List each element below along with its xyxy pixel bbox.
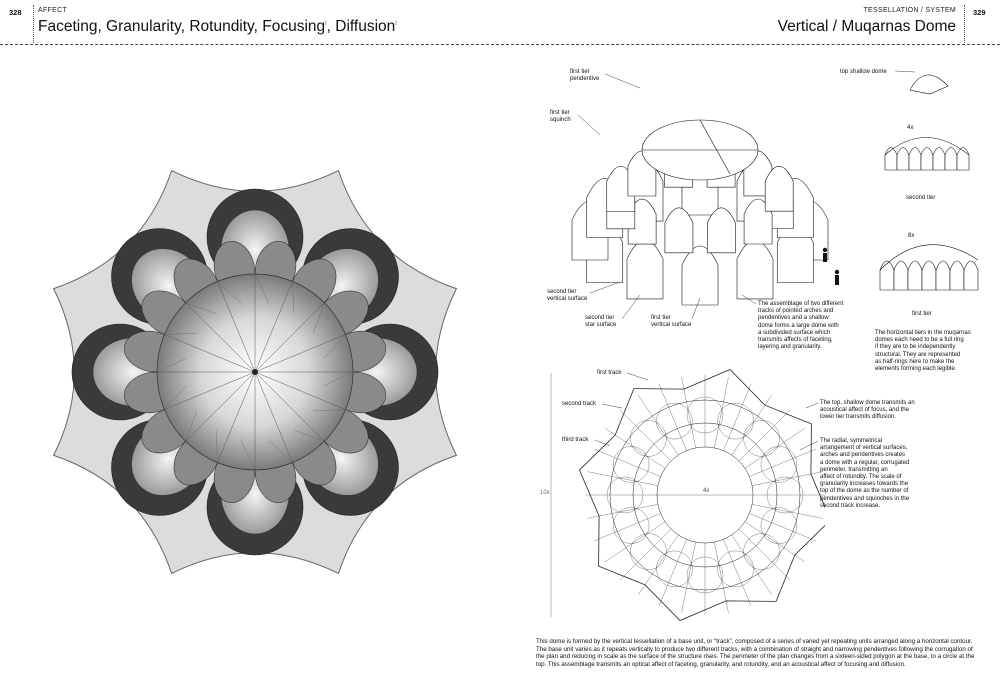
label-first-track: first track	[597, 370, 622, 376]
radial-note: The radial, symmetrical arrangement of vertical surfaces, arches and pendentives creates a dome with a regular, corrugated perimeter, transmitting an affect of rotundity. The scale of granularity increases towards the top of the dome as the number of pendentives and squinches in the second track increase.	[820, 438, 910, 509]
label-second-tier-vertical-surface: second tier vertical surface	[547, 289, 588, 302]
tiers-note: The horizontal tiers in the muqarnas domes each need to be a full ring if they are to be independently structural. They are represented as half-rings here to make the elements forming each legible.	[875, 330, 971, 373]
label-4x-tier: 4x	[907, 125, 914, 131]
label-second-track: second track	[562, 401, 597, 407]
right-kicker: TESSELLATION / SYSTEM	[863, 7, 956, 14]
sound-focus-icon: ⧘	[325, 19, 327, 27]
label-first-tier-pendentive: first tier pendentive	[570, 69, 600, 82]
label-first-tier-vertical-surface: first tier vertical surface	[651, 315, 692, 328]
label-second-tier-star-surface: second tier star surface	[585, 315, 617, 328]
right-page-title: Vertical / Muqarnas Dome	[777, 18, 956, 35]
left-kicker: AFFECT	[38, 7, 68, 14]
label-first-tier-squinch: first tier squinch	[550, 110, 571, 123]
title-end: , Diffusion	[326, 18, 396, 35]
right-page-number: 329	[973, 8, 986, 17]
sound-diffusion-icon: ⧙	[395, 19, 397, 27]
label-10x: 10x	[540, 490, 550, 496]
label-third-track: third track	[562, 437, 589, 443]
top-dome-note: The top, shallow dome transmits an acoustical affect of focus, and the lower tier transmits diffusion.	[820, 400, 915, 421]
body-paragraph: This dome is formed by the vertical tessellation of a base unit, or “track”, composed of a series of varied yet repeating units arranged along a horizontal contour. The base unit varies as it repeats vertically to produce two different tracks, with a combination of straight and narrowing pendentives following the corrugation of the plan and reducing in scale as the surface of the structure rises. The perimeter of the plan changes from a sixteen-sided polygon at the base, to a circle at the top. This assemblage transmits an optical affect of faceting, granularity, and rotundity, and an acoustical affect of focusing and diffusion.	[536, 638, 975, 668]
label-8x-tier: 8x	[908, 233, 915, 239]
label-top-shallow-dome: top shallow dome	[840, 69, 887, 75]
label-first-tier: first tier	[912, 311, 932, 317]
assemblage-note: The assemblage of two different tracks of pointed arches and pendentives and a shallow dome forms a large dome with a subdivided surface which transmits affects of faceting, layering and granularity.	[758, 301, 844, 351]
title-main: Faceting, Granularity, Rotundity, Focusing	[38, 18, 326, 35]
label-second-tier: second tier	[906, 195, 936, 201]
left-page-number: 328	[9, 8, 22, 17]
label-4x-plan: 4x	[703, 488, 710, 494]
